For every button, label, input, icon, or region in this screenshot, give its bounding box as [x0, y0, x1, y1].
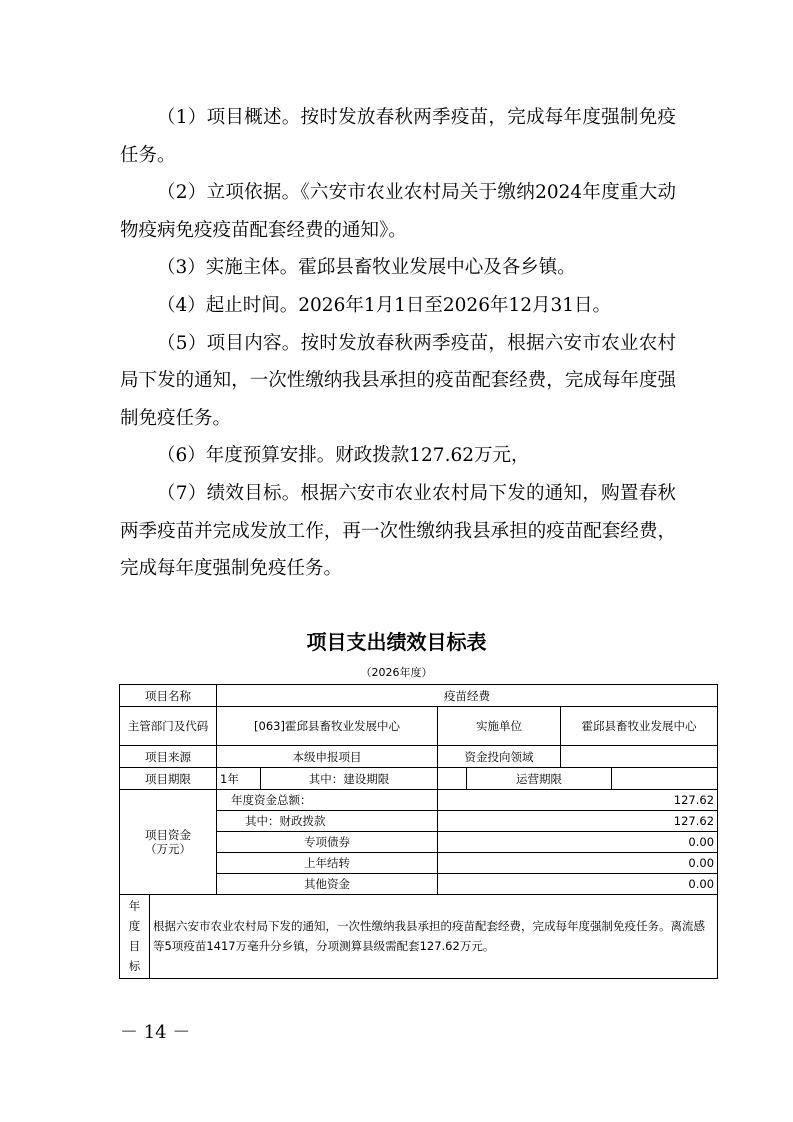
performance-table — [119, 684, 718, 895]
impl-label: 实施单位 — [438, 707, 561, 746]
table-row — [120, 790, 718, 811]
funds-carryover-value: 0.00 — [438, 853, 718, 874]
funds-total-label: 年度资金总额： — [217, 790, 438, 811]
source-value: 本级申报项目 — [217, 746, 438, 768]
funds-label: 项目资金（万元） — [120, 790, 217, 895]
paragraph-overview: （1）项目概述。按时发放春秋两季疫苗，完成每年度强制免疫任务。 — [120, 107, 676, 166]
paragraph-goal: （7）绩效目标。根据六安市农业农村局下发的通知，购置春秋两季疫苗并完成发放工作，再一次性缴纳我县承担的疫苗配套经费，完成每年度强制免疫任务。 — [120, 482, 676, 580]
table-row — [120, 768, 718, 790]
op-value — [612, 768, 718, 790]
funds-carryover-label: 上年结转 — [217, 853, 438, 874]
table-title: 项目支出绩效目标表 — [306, 630, 487, 654]
funds-bond-value: 0.00 — [438, 832, 718, 853]
op-label: 运营期限 — [467, 768, 612, 790]
page-number: － 14 － — [120, 1022, 191, 1043]
field-label: 资金投向领域 — [438, 746, 561, 768]
source-label: 项目来源 — [120, 746, 217, 768]
funds-bond-label: 专项债券 — [217, 832, 438, 853]
dept-value: [063]霍邱县畜牧业发展中心 — [217, 707, 438, 746]
build-value — [438, 768, 467, 790]
paragraph-budget: （6）年度预算安排。财政拨款127.62万元， — [157, 445, 530, 467]
target-label: 年度目标 — [120, 895, 150, 978]
target-value: 根据六安市农业农村局下发的通知，一次性缴纳我县承担的疫苗配套经费，完成每年度强制免疫任务。离流感等5项疫苗1417万毫升分乡镇，分项测算县级需配套127.62万元。 — [150, 895, 718, 978]
name-value: 疫苗经费 — [217, 685, 718, 707]
dept-label: 主管部门及代码 — [120, 707, 217, 746]
build-label: 其中：建设期限 — [261, 768, 438, 790]
table-subtitle: （2026年度） — [360, 666, 433, 679]
table-row — [120, 895, 718, 978]
funds-other-value: 0.00 — [438, 874, 718, 895]
paragraph-period: （4）起止时间。2026年1月1日至2026年12月31日。 — [157, 294, 612, 316]
funds-other-label: 其他资金 — [217, 874, 438, 895]
body-text — [120, 99, 676, 588]
period-value: 1年 — [217, 768, 261, 790]
field-value — [561, 746, 718, 768]
paragraph-content: （5）项目内容。按时发放春秋两季疫苗，根据六安市农业农村局下发的通知，一次性缴纳我县承担的疫苗配套经费，完成每年度强制免疫任务。 — [120, 332, 676, 429]
table-row — [120, 707, 718, 746]
table-row — [120, 746, 718, 768]
target-table — [119, 895, 718, 979]
period-label: 项目期限 — [120, 768, 217, 790]
funds-fiscal-value: 127.62 — [438, 811, 718, 832]
impl-value: 霍邱县畜牧业发展中心 — [561, 707, 718, 746]
paragraph-basis: （2）立项依据。《六安市农业农村局关于缴纳2024年度重大动物疫病免疫疫苗配套经费的通知》。 — [120, 182, 676, 241]
paragraph-entity: （3）实施主体。霍邱县畜牧业发展中心及各乡镇。 — [157, 257, 576, 279]
name-label: 项目名称 — [120, 685, 217, 707]
funds-total-value: 127.62 — [438, 790, 718, 811]
table-row — [120, 685, 718, 707]
funds-fiscal-label: 其中：财政拨款 — [217, 811, 438, 832]
